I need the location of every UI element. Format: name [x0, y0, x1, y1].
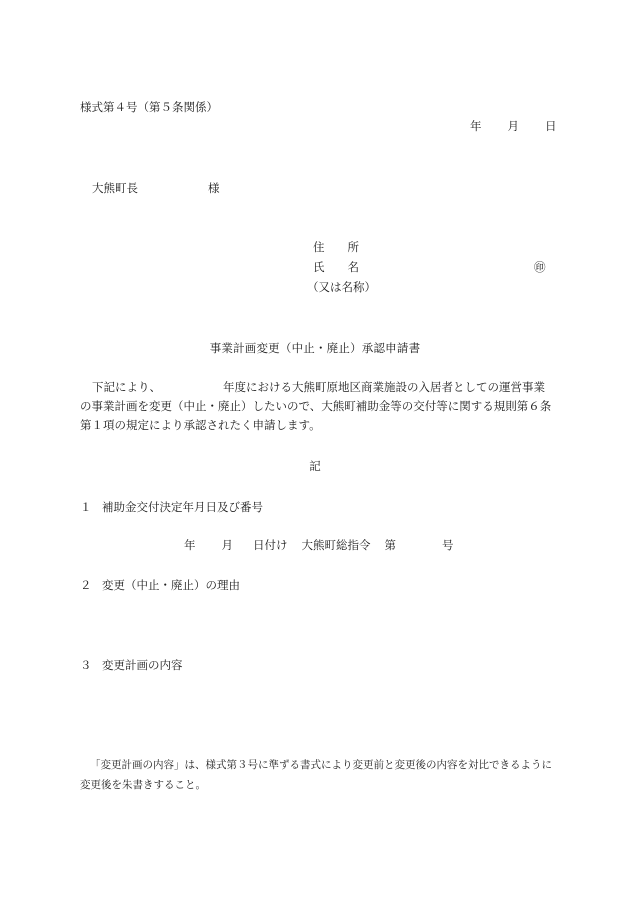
- item-2: [80, 577, 240, 593]
- addressee-honorific: 様: [208, 181, 220, 195]
- item-1-year: 年: [184, 538, 196, 552]
- body-paragraph: [80, 378, 552, 435]
- seal-mark: ㊞: [534, 260, 546, 274]
- address-label: 住 所: [313, 240, 359, 254]
- item-2-number: ２: [80, 578, 92, 592]
- item-1-number: １: [80, 500, 92, 514]
- date-year: 年: [470, 119, 482, 133]
- body-main: 年度における大熊町原地区商業施設の入居者としての運営事業の事業計画を変更（中止・廃止）したいので、大熊町補助金等の交付等に関する規則第６条第１項の規定により承認されたく申請します。: [80, 380, 552, 432]
- item-1-month: 月: [221, 538, 233, 552]
- date-line: [470, 118, 557, 134]
- addressee: [92, 180, 220, 196]
- item-3-label: 変更計画の内容: [102, 658, 183, 672]
- item-3-number: ３: [80, 658, 92, 672]
- item-1-dated: 日付け: [253, 538, 288, 552]
- item-1: [80, 499, 263, 515]
- date-month: 月: [507, 119, 519, 133]
- footnote-text: 「変更計画の内容」は、様式第３号に準ずる書式により変更前と変更後の内容を対比できるように変更後を朱書きすること。: [80, 759, 552, 791]
- form-number: 様式第４号（第５条関係）: [80, 100, 218, 114]
- item-2-label: 変更（中止・廃止）の理由: [102, 578, 240, 592]
- item-1-go: 号: [442, 538, 454, 552]
- body-intro: 下記により、: [92, 380, 161, 394]
- ki-heading: 記: [309, 459, 321, 473]
- footnote: [80, 755, 552, 795]
- item-1-label: 補助金交付決定年月日及び番号: [102, 500, 263, 514]
- item-1-dept: 大熊町総指令: [301, 538, 371, 552]
- alias-label: （又は名称）: [307, 280, 376, 294]
- item-3: [80, 657, 183, 673]
- addressee-name: 大熊町長: [92, 181, 138, 195]
- date-day: 日: [545, 119, 557, 133]
- name-label: 氏 名: [313, 260, 359, 274]
- item-1-dai: 第: [384, 538, 396, 552]
- document-title: 事業計画変更（中止・廃止）承認申請書: [209, 341, 421, 355]
- item-1-detail: [184, 537, 454, 553]
